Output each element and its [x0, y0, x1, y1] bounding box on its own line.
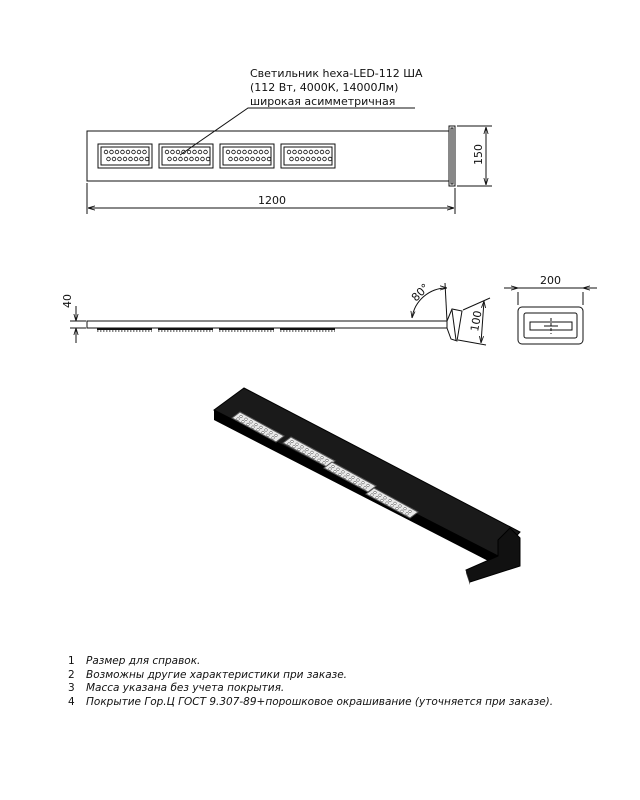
callout-line-2: (112 Вт, 4000К, 14000Лм) [250, 81, 399, 94]
led-dot [256, 157, 260, 161]
led-dot [176, 150, 180, 154]
led-dot [293, 150, 297, 154]
led-module [220, 144, 274, 168]
led-dot [115, 150, 119, 154]
led-dot [137, 150, 141, 154]
led-dot [259, 150, 263, 154]
note-number: 4 [68, 695, 75, 708]
led-dot [290, 157, 294, 161]
luminaire-body-side [87, 321, 447, 328]
led-dot [112, 157, 116, 161]
note-text: Масса указана без учета покрытия. [86, 682, 285, 694]
led-dot [201, 157, 205, 161]
led-dot [104, 150, 108, 154]
led-dot [121, 150, 125, 154]
led-dot [193, 150, 197, 154]
led-dot [245, 157, 249, 161]
led-dot [240, 157, 244, 161]
led-dot [254, 150, 258, 154]
led-dot [267, 157, 271, 161]
led-dot [204, 150, 208, 154]
led-dot [173, 157, 177, 161]
luminaire-iso-body [214, 388, 520, 556]
led-dot [107, 157, 111, 161]
led-dot [179, 157, 183, 161]
callout-line-3: широкая асимметричная [250, 95, 396, 108]
led-dot [226, 150, 230, 154]
end-view [504, 288, 597, 344]
led-dot [229, 157, 233, 161]
luminaire-body-top [87, 131, 449, 181]
led-dot [309, 150, 313, 154]
note-item [68, 696, 553, 710]
led-dot [134, 157, 138, 161]
led-dot [195, 157, 199, 161]
led-module [159, 144, 213, 168]
led-dot [301, 157, 305, 161]
led-dot [287, 150, 291, 154]
led-dot [145, 157, 149, 161]
led-dot [129, 157, 133, 161]
led-dot [317, 157, 321, 161]
led-dot [323, 157, 327, 161]
led-dot [328, 157, 332, 161]
led-dot [198, 150, 202, 154]
led-dot [184, 157, 188, 161]
led-dot [298, 150, 302, 154]
led-module [98, 144, 152, 168]
dimension-length-label: 1200 [258, 194, 286, 207]
led-dot [123, 157, 127, 161]
dimension-bracket-label: 100 [468, 309, 485, 333]
led-dot [168, 157, 172, 161]
note-number: 2 [68, 668, 75, 681]
note-text: Покрытие Гор.Ц ГОСТ 9.307-89+порошковое окрашивание (уточняется при заказе). [86, 695, 554, 708]
led-module [281, 144, 335, 168]
bracket-plate-top [449, 126, 455, 186]
led-dot [190, 157, 194, 161]
led-dot [262, 157, 266, 161]
note-text: Размер для справок. [86, 655, 201, 667]
led-dot [187, 150, 191, 154]
note-number: 1 [68, 655, 75, 667]
led-dot [237, 150, 241, 154]
led-dot [165, 150, 169, 154]
callout-line-1: Светильник hexa-LED-112 ША [250, 67, 423, 80]
led-dot [143, 150, 147, 154]
note-item [68, 669, 553, 683]
led-dot [110, 150, 114, 154]
led-dot [140, 157, 144, 161]
led-dot [304, 150, 308, 154]
led-dot [320, 150, 324, 154]
led-dot [232, 150, 236, 154]
note-item [68, 655, 553, 669]
led-dot [126, 150, 130, 154]
led-dot [251, 157, 255, 161]
led-dot [234, 157, 238, 161]
led-dot [312, 157, 316, 161]
led-dot [243, 150, 247, 154]
note-number: 3 [68, 682, 75, 694]
led-dot [306, 157, 310, 161]
led-dot [315, 150, 319, 154]
dimension-height-label: 40 [61, 294, 74, 308]
notes-list [68, 655, 553, 709]
note-item [68, 682, 553, 696]
dimension-end-width-label: 200 [540, 274, 561, 287]
led-dot [248, 150, 252, 154]
angle-label: 80° [408, 281, 432, 305]
note-text: Возможны другие характеристики при заказе. [86, 668, 348, 681]
led-dot [295, 157, 299, 161]
isometric-view [214, 388, 520, 585]
led-dot [132, 150, 136, 154]
led-dot [206, 157, 210, 161]
dimension-width-label: 150 [472, 144, 485, 165]
led-dot [265, 150, 269, 154]
led-dot [326, 150, 330, 154]
top-view [87, 108, 492, 214]
led-dot [171, 150, 175, 154]
led-dot [118, 157, 122, 161]
